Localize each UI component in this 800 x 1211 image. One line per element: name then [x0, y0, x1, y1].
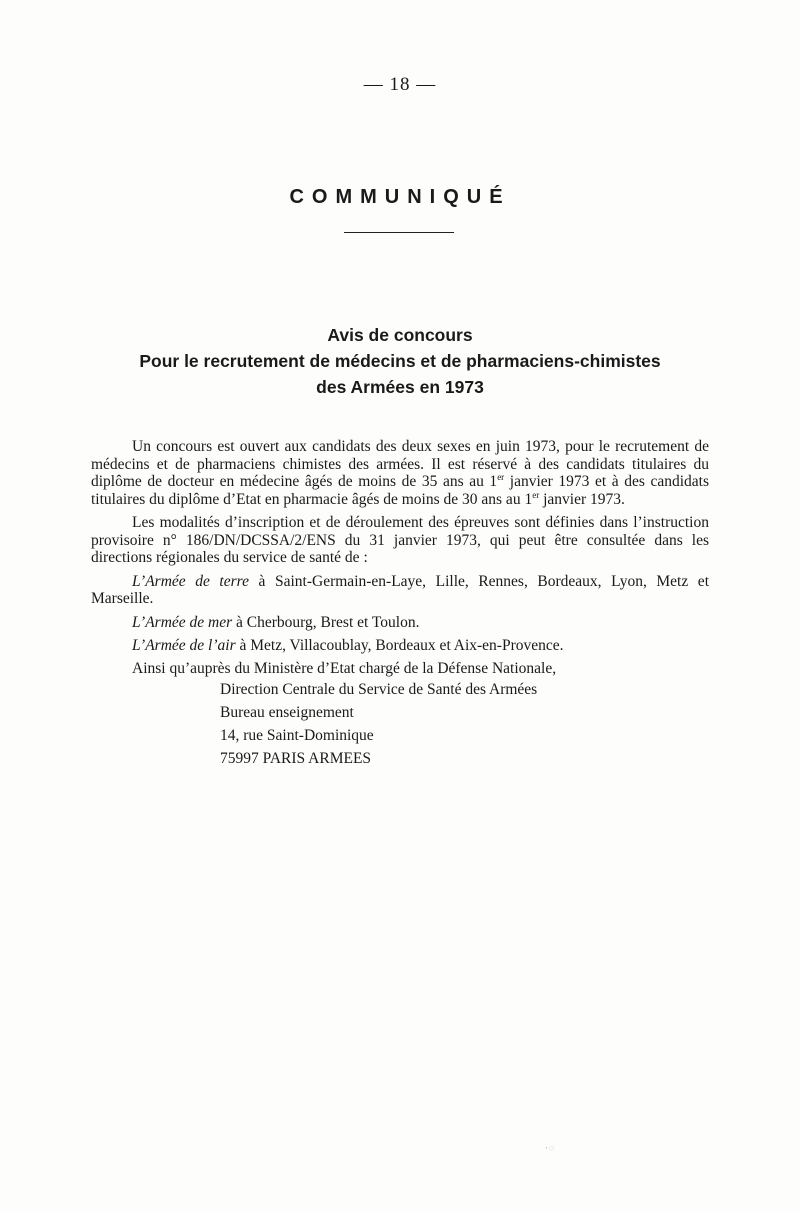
address-line-3: 14, rue Saint-Dominique	[220, 727, 374, 744]
armee-terre-text: à Saint-Germain-en-Laye, Lille, Rennes, Bordeaux, Lyon, Metz et Marseille.	[91, 572, 709, 607]
heading-divider	[344, 232, 454, 233]
armee-mer-label: L’Armée de mer	[132, 613, 233, 631]
paragraph-armee-air	[91, 637, 709, 655]
address-line-4: 75997 PARIS ARMEES	[220, 750, 372, 767]
para1-text-c: janvier 1973.	[539, 490, 625, 508]
address-line-1: Direction Centrale du Service de Santé des Armées	[220, 681, 538, 698]
para1-sup-1: er	[497, 472, 505, 482]
title-line-2: Pour le recrutement de médecins et de pharmaciens-chimistes	[139, 351, 661, 371]
communique-heading: COMMUNIQUÉ	[289, 186, 511, 208]
paragraph-armee-mer	[91, 614, 709, 632]
paragraph-ministere: Ainsi qu’auprès du Ministère d’Etat chargé de la Défense Nationale,	[132, 659, 557, 677]
para1-text-b: janvier 1973 et à des candidats titulaires du diplôme d’Etat en pharmacie âgés de moins de 30 ans au 1	[91, 473, 709, 508]
notice-body	[91, 438, 709, 769]
armee-air-text: à Metz, Villacoublay, Bordeaux et Aix-en-Provence.	[235, 637, 564, 654]
paragraph-armee-terre	[91, 573, 709, 608]
title-line-1: Avis de concours	[327, 325, 473, 345]
page-number: — 18 —	[363, 74, 437, 95]
title-line-3: des Armées en 1973	[316, 377, 484, 397]
paragraph-modalites: Les modalités d’inscription et de déroulement des épreuves sont définies dans l’instruction provisoire n° 186/DN/DCSSA/2/ENS du 31 janvier 1973, qui peut être consultée dans les directions régionales du service de santé de :	[91, 514, 709, 566]
scan-smudge: ·◌	[545, 1143, 556, 1153]
armee-terre-label: L’Armée de terre	[132, 572, 249, 590]
para1-sup-2: er	[532, 489, 540, 500]
para1-text-a: Un concours est ouvert aux candidats des deux sexes en juin 1973, pour le recrutement de médecins et de pharmaciens chimistes des armées. Il est réservé à des candidats titulaires du diplôme de docteur en médecine âgés de moins de 35 ans au 1	[91, 438, 709, 490]
armee-air-label: L’Armée de l’air	[132, 637, 236, 654]
paragraph-concours	[91, 438, 709, 508]
armee-mer-text: à Cherbourg, Brest et Toulon.	[232, 613, 420, 631]
address-line-2: Bureau enseignement	[220, 704, 354, 721]
notice-title	[0, 322, 800, 400]
